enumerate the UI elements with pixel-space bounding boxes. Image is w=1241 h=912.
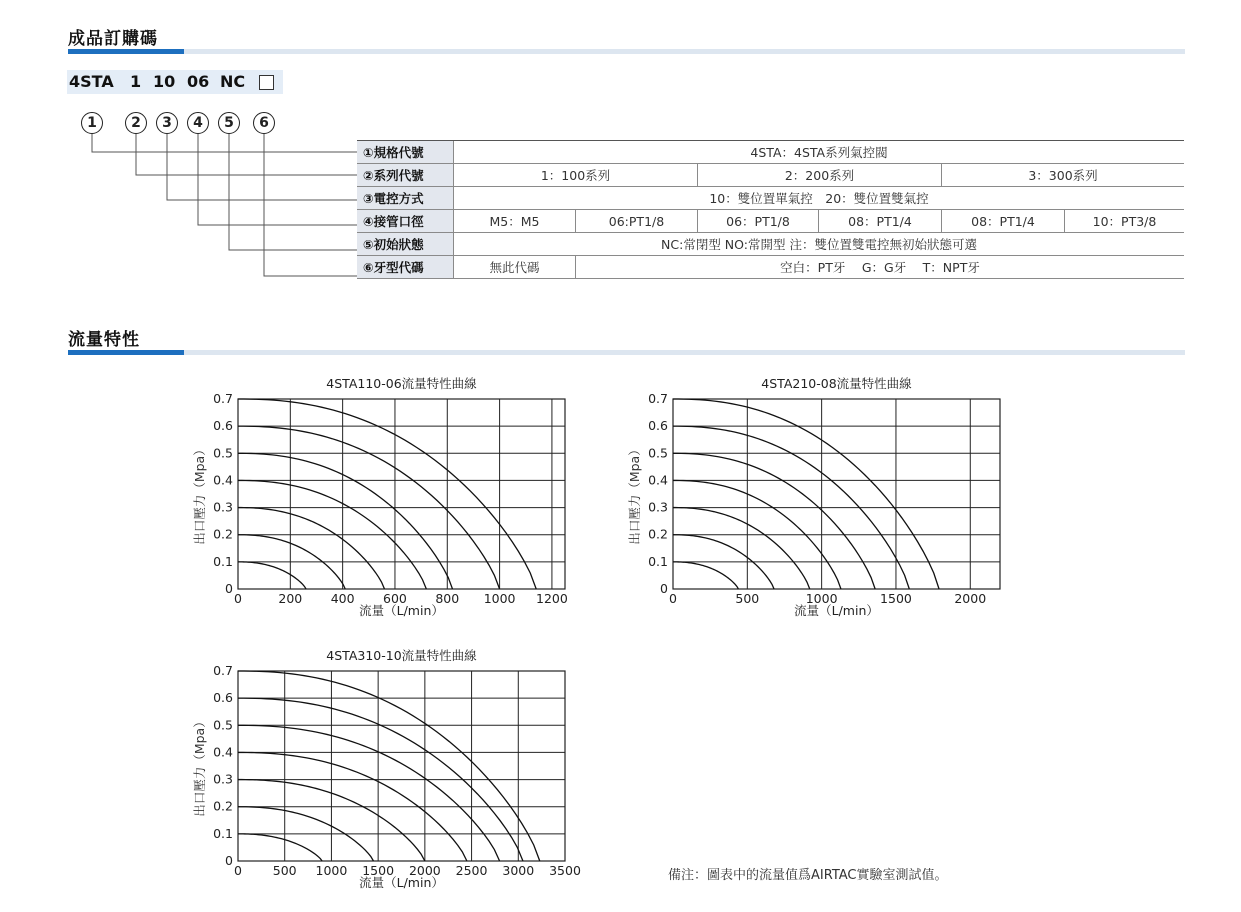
plot-frame bbox=[673, 399, 1000, 589]
y-tick-label: 0.3 bbox=[213, 499, 233, 515]
x-tick-label: 3000 bbox=[502, 863, 535, 878]
y-tick-label: 0.2 bbox=[213, 798, 233, 814]
circle-1: 1 bbox=[81, 112, 103, 134]
x-tick-label: 1000 bbox=[315, 863, 348, 878]
y-tick-label: 0.4 bbox=[213, 744, 233, 760]
x-axis-label: 流量（L/min） bbox=[359, 875, 444, 890]
y-tick-label: 0.4 bbox=[213, 472, 233, 488]
y-tick-label: 0 bbox=[225, 853, 233, 868]
table-cell: 10：雙位置單氣控 20：雙位置雙氣控 bbox=[454, 187, 1185, 210]
row-label: ③電控方式 bbox=[357, 187, 454, 210]
row-label: ⑥牙型代碼 bbox=[357, 256, 454, 279]
table-cell: 1：100系列 bbox=[454, 164, 698, 187]
y-tick-label: 0.5 bbox=[213, 717, 233, 733]
code-part-port: 06 bbox=[187, 72, 210, 91]
table-row bbox=[357, 164, 1184, 187]
flow-curve bbox=[238, 834, 322, 861]
table-row bbox=[357, 210, 1184, 233]
chart-title: 4STA210-08流量特性曲線 bbox=[761, 376, 912, 391]
circle-4: 4 bbox=[187, 112, 209, 134]
flow-note: 備注：圖表中的流量值爲AIRTAC實驗室測試值。 bbox=[668, 868, 948, 883]
row-label: ①規格代號 bbox=[357, 141, 454, 164]
table-cell: 4STA：4STA系列氣控閥 bbox=[454, 141, 1185, 164]
y-tick-label: 0.7 bbox=[213, 663, 233, 678]
circle-6: 6 bbox=[253, 112, 275, 134]
y-tick-label: 0.6 bbox=[648, 418, 668, 434]
connector-lines bbox=[0, 0, 360, 300]
y-tick-label: 0.3 bbox=[213, 771, 233, 787]
chart-svg-4sta110 bbox=[180, 368, 600, 628]
y-tick-label: 0.4 bbox=[648, 472, 668, 488]
x-tick-label: 2500 bbox=[455, 863, 488, 878]
y-tick-label: 0.1 bbox=[213, 825, 233, 841]
table-cell: 空白：PT牙 G：G牙 T：NPT牙 bbox=[576, 256, 1185, 279]
code-part-state: NC bbox=[220, 72, 246, 91]
x-tick-label: 1000 bbox=[805, 591, 838, 606]
table-cell: 10：PT3/8 bbox=[1065, 210, 1185, 233]
table-row bbox=[357, 256, 1184, 279]
x-tick-label: 0 bbox=[669, 591, 677, 606]
chart-4sta110 bbox=[180, 368, 600, 632]
flow-curve bbox=[673, 562, 738, 589]
x-axis-label: 流量（L/min） bbox=[359, 603, 444, 618]
table-cell: 08：PT1/4 bbox=[819, 210, 942, 233]
y-tick-label: 0.3 bbox=[648, 499, 668, 515]
flow-curve bbox=[238, 399, 536, 589]
flow-curve bbox=[673, 453, 875, 589]
y-tick-label: 0.7 bbox=[213, 391, 233, 406]
x-tick-label: 500 bbox=[735, 591, 760, 606]
table-cell: M5：M5 bbox=[454, 210, 576, 233]
table-cell: 3：300系列 bbox=[942, 164, 1185, 187]
code-part-series: 1 bbox=[130, 72, 142, 91]
y-tick-label: 0 bbox=[660, 581, 668, 596]
table-cell: 2：200系列 bbox=[698, 164, 942, 187]
y-tick-label: 0 bbox=[225, 581, 233, 596]
y-tick-label: 0.1 bbox=[648, 553, 668, 569]
x-tick-label: 0 bbox=[234, 591, 242, 606]
x-tick-label: 1500 bbox=[362, 863, 395, 878]
circle-3: 3 bbox=[156, 112, 178, 134]
spec-table bbox=[357, 140, 1184, 279]
x-tick-label: 400 bbox=[330, 591, 355, 606]
plot-frame bbox=[238, 399, 565, 589]
code-part-thread-box bbox=[259, 75, 274, 90]
y-axis-label: 出口壓力（Mpa） bbox=[192, 443, 207, 545]
chart-title: 4STA310-10流量特性曲線 bbox=[326, 648, 477, 663]
x-tick-label: 500 bbox=[272, 863, 297, 878]
order-code-title: 成品訂購碼 bbox=[68, 29, 158, 49]
chart-svg-4sta210 bbox=[615, 368, 1035, 628]
chart-title: 4STA110-06流量特性曲線 bbox=[326, 376, 477, 391]
table-cell: 06:PT1/8 bbox=[576, 210, 698, 233]
flow-curve bbox=[238, 725, 500, 861]
x-tick-label: 1500 bbox=[880, 591, 912, 606]
x-tick-label: 3500 bbox=[549, 863, 581, 878]
x-tick-label: 600 bbox=[383, 591, 407, 606]
table-row bbox=[357, 233, 1184, 256]
x-tick-label: 2000 bbox=[408, 863, 441, 878]
x-axis-label: 流量（L/min） bbox=[794, 603, 879, 618]
flow-curve bbox=[238, 562, 306, 589]
code-part-control: 10 bbox=[153, 72, 176, 91]
table-row bbox=[357, 187, 1184, 210]
flow-title: 流量特性 bbox=[68, 330, 140, 350]
circle-5: 5 bbox=[218, 112, 240, 134]
row-label: ②系列代號 bbox=[357, 164, 454, 187]
flow-curve bbox=[673, 399, 939, 589]
flow-title-bar bbox=[68, 350, 1185, 355]
order-code-title-bar bbox=[68, 49, 1185, 54]
table-row bbox=[357, 141, 1184, 164]
y-tick-label: 0.7 bbox=[648, 391, 668, 406]
y-tick-label: 0.5 bbox=[648, 445, 668, 461]
row-label: ⑤初始狀態 bbox=[357, 233, 454, 256]
y-axis-label: 出口壓力（Mpa） bbox=[192, 715, 207, 817]
row-label: ④接管口徑 bbox=[357, 210, 454, 233]
chart-4sta210 bbox=[615, 368, 1035, 632]
y-tick-label: 0.1 bbox=[213, 553, 233, 569]
flow-curve bbox=[238, 508, 385, 589]
flow-curve bbox=[238, 453, 453, 589]
y-tick-label: 0.6 bbox=[213, 690, 233, 706]
x-tick-label: 2000 bbox=[954, 591, 987, 606]
y-tick-label: 0.5 bbox=[213, 445, 233, 461]
y-tick-label: 0.2 bbox=[213, 526, 233, 542]
y-tick-label: 0.2 bbox=[648, 526, 668, 542]
chart-svg-4sta310 bbox=[180, 640, 600, 902]
circle-2: 2 bbox=[125, 112, 147, 134]
order-code-row bbox=[67, 70, 283, 94]
x-tick-label: 0 bbox=[234, 863, 242, 878]
table-cell: NC:常閉型 NO:常開型 注：雙位置雙電控無初始狀態可選 bbox=[454, 233, 1185, 256]
x-tick-label: 200 bbox=[278, 591, 303, 606]
table-cell: 08：PT1/4 bbox=[942, 210, 1065, 233]
table-cell: 無此代碼 bbox=[454, 256, 576, 279]
chart-4sta310 bbox=[180, 640, 600, 906]
code-part-model: 4STA bbox=[69, 72, 114, 91]
x-tick-label: 800 bbox=[435, 591, 460, 606]
x-tick-label: 1000 bbox=[483, 591, 516, 606]
x-tick-label: 1200 bbox=[536, 591, 568, 606]
y-axis-label: 出口壓力（Mpa） bbox=[627, 443, 642, 545]
y-tick-label: 0.6 bbox=[213, 418, 233, 434]
table-cell: 06：PT1/8 bbox=[698, 210, 819, 233]
